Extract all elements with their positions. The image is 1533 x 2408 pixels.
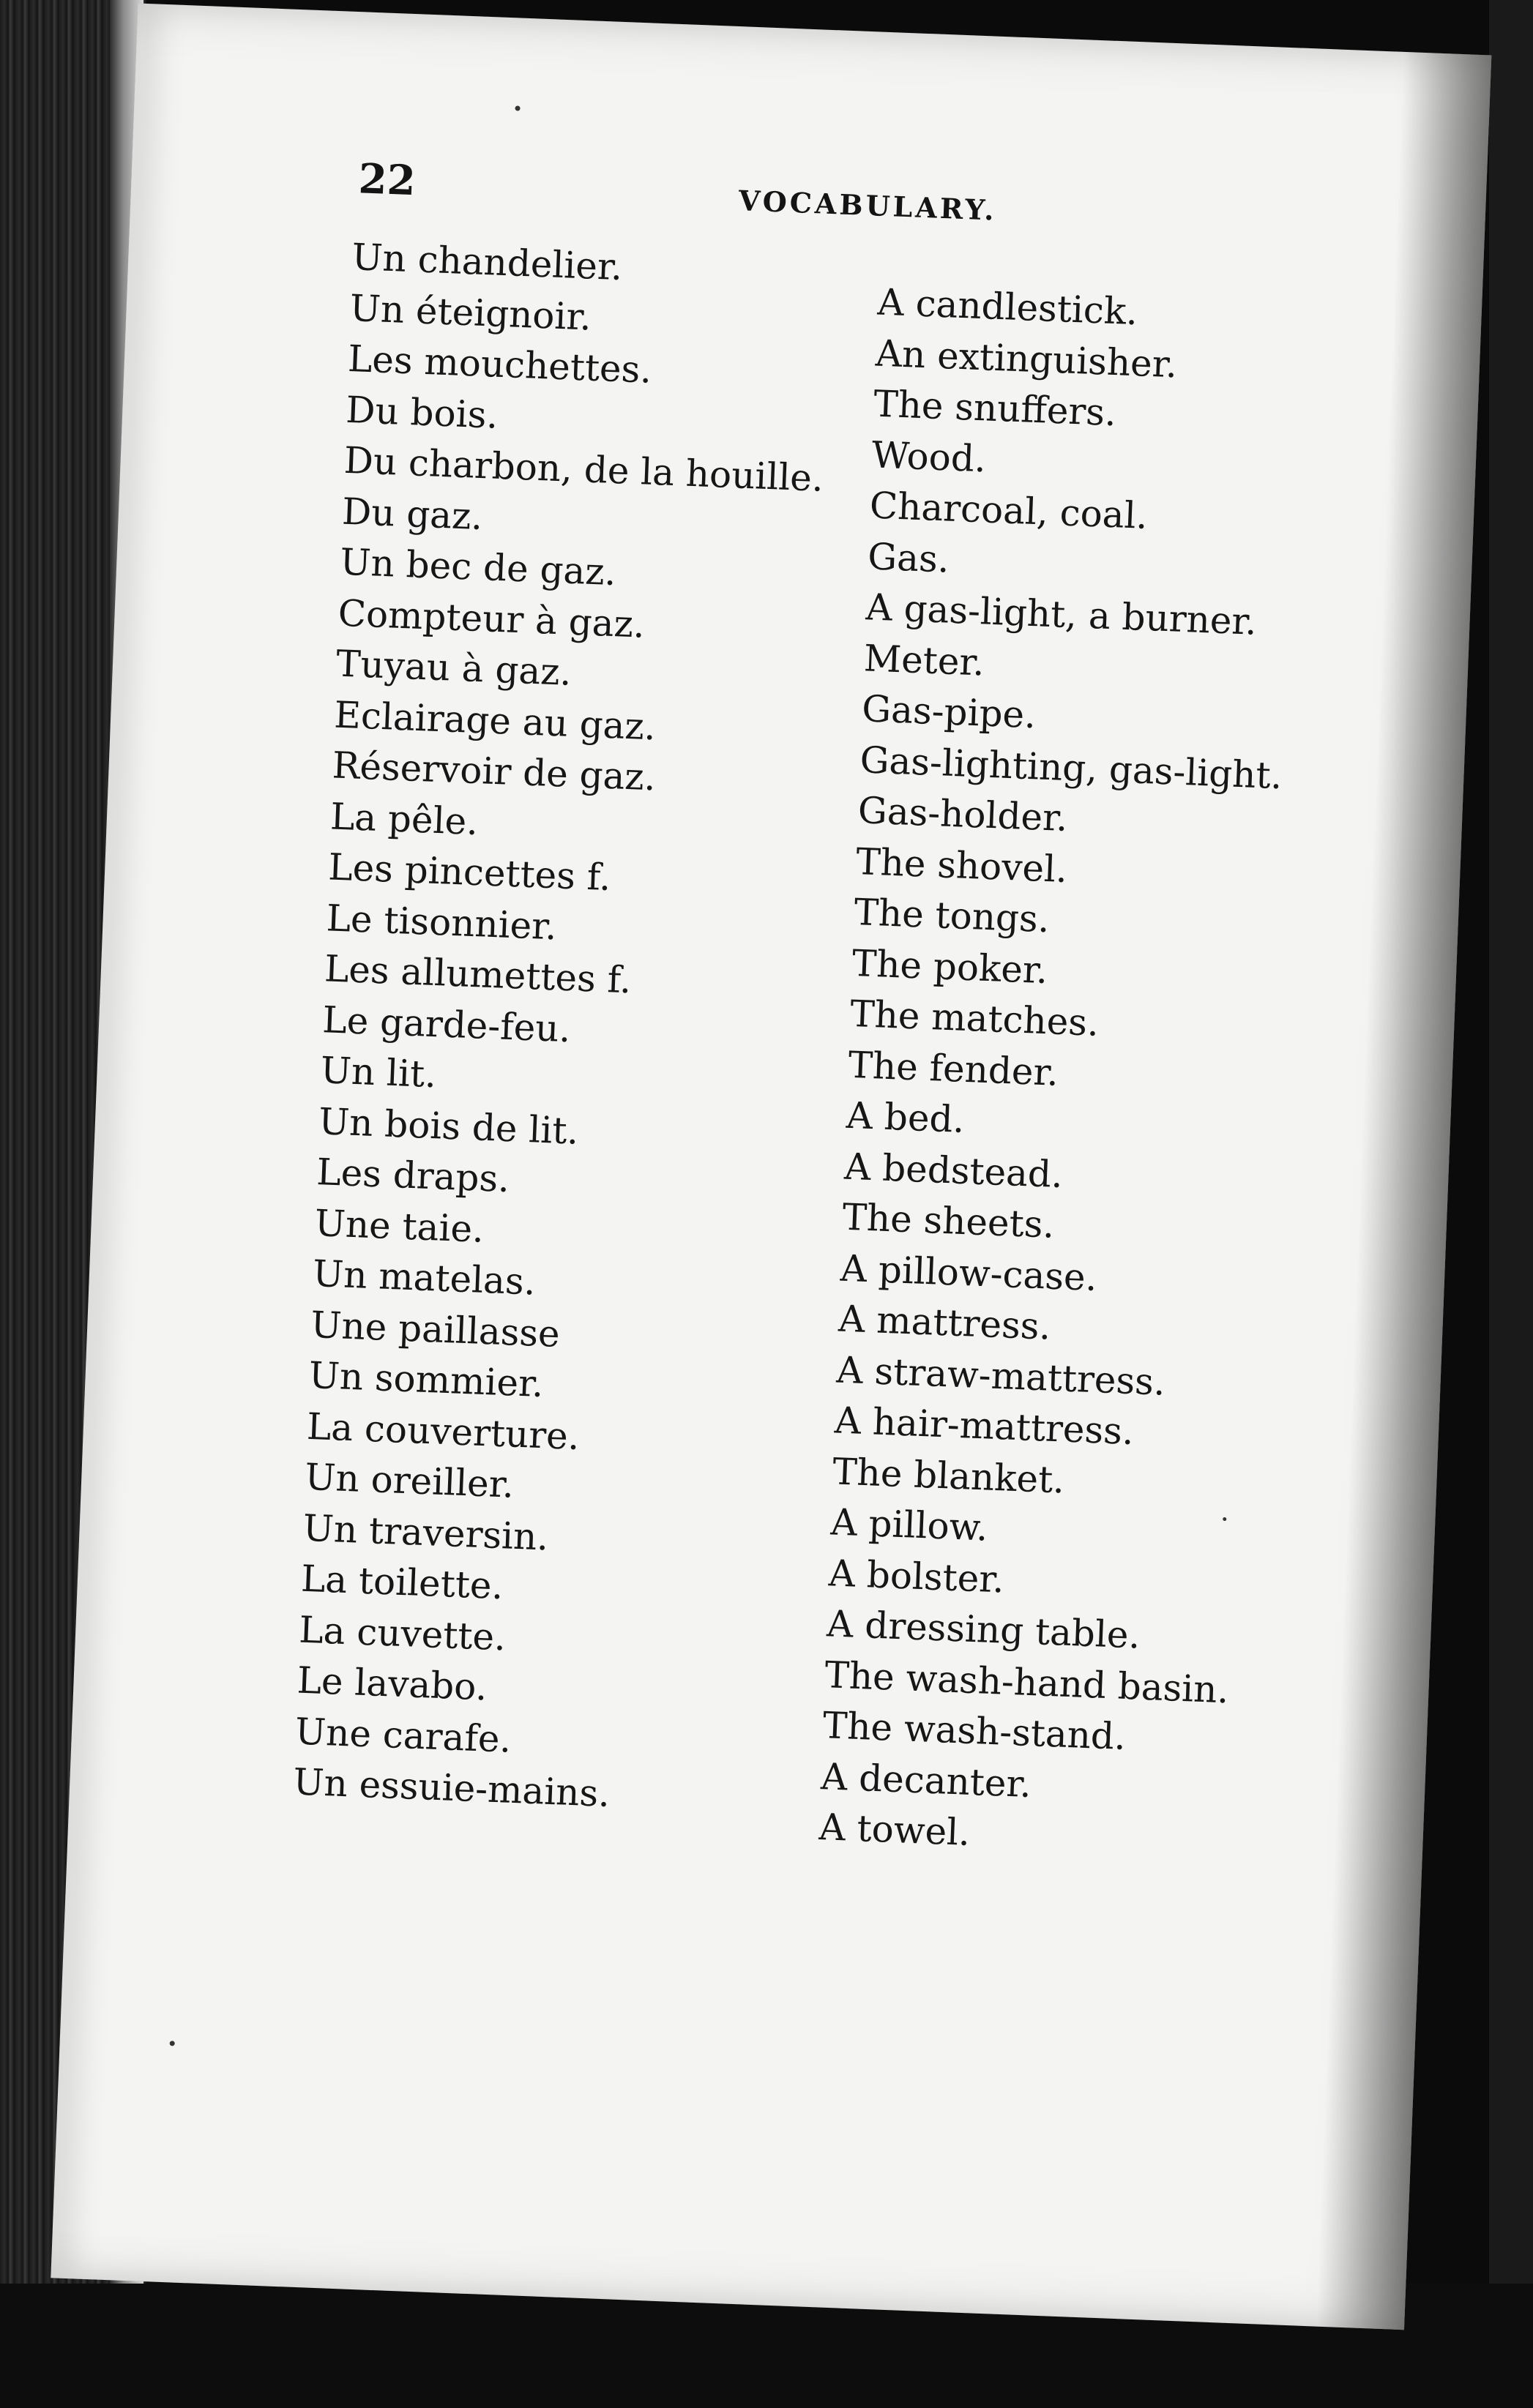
french-term: Les mouchettes.: [347, 337, 653, 392]
french-term: Un bec de gaz.: [339, 540, 617, 594]
english-term: The wash-hand basin.: [824, 1653, 1230, 1711]
english-term: A hair-mattress.: [833, 1399, 1135, 1454]
french-term: Un sommier.: [307, 1353, 545, 1406]
vocabulary-list: [292, 235, 1414, 1852]
speck: [515, 105, 520, 111]
running-title: VOCABULARY.: [738, 184, 998, 227]
english-term: A pillow.: [829, 1500, 989, 1549]
english-term: The poker.: [851, 941, 1049, 992]
english-term: A towel.: [818, 1806, 971, 1854]
french-term: Du gaz.: [341, 490, 484, 538]
french-term: Un matelas.: [312, 1252, 537, 1304]
book-page: [51, 3, 1491, 2330]
french-term: Un éteignoir.: [348, 286, 592, 339]
english-term: The sheets.: [841, 1195, 1056, 1246]
french-term: La pêle.: [329, 794, 480, 843]
french-term: Les pincettes f.: [327, 845, 612, 900]
english-term: Gas-pipe.: [861, 687, 1037, 737]
french-term: Un chandelier.: [351, 235, 624, 289]
page-number: 22: [357, 154, 417, 206]
french-term: Une paillasse: [310, 1303, 561, 1356]
french-term: Compteur à gaz.: [337, 591, 646, 646]
english-term: Gas-holder.: [857, 789, 1069, 840]
french-term: Un essuie-mains.: [292, 1760, 611, 1816]
english-term: A dressing table.: [826, 1602, 1141, 1657]
english-term: A bed.: [845, 1093, 966, 1141]
french-term: Une taie.: [313, 1201, 485, 1251]
english-term: A bolster.: [827, 1551, 1005, 1601]
english-term: The shovel.: [855, 840, 1069, 891]
english-term: The snuffers.: [873, 382, 1117, 435]
english-term: Gas-lighting, gas-light.: [859, 738, 1283, 797]
english-term: A gas-light, a burner.: [865, 586, 1258, 643]
english-term: The tongs.: [853, 890, 1051, 941]
french-term: Réservoir de gaz.: [331, 744, 657, 799]
french-term: Le tisonnier.: [325, 896, 558, 948]
english-term: A mattress.: [838, 1297, 1052, 1348]
english-term: Gas.: [867, 534, 950, 581]
english-term: The wash-stand.: [821, 1704, 1127, 1759]
english-term: The fender.: [847, 1043, 1059, 1094]
french-term: La couverture.: [306, 1405, 581, 1458]
speck: [170, 2041, 175, 2046]
english-term: The matches.: [849, 992, 1100, 1044]
english-term: A bedstead.: [843, 1145, 1064, 1196]
english-term: Charcoal, coal.: [868, 484, 1149, 537]
english-term: Wood.: [870, 433, 987, 480]
english-term: A candlestick.: [876, 280, 1139, 334]
english-term: A pillow-case.: [839, 1246, 1098, 1299]
english-term: A straw-mattress.: [835, 1348, 1166, 1404]
french-term: Un traversin.: [302, 1506, 550, 1559]
french-term: Eclairage au gaz.: [333, 693, 657, 748]
english-term: A decanter.: [820, 1754, 1032, 1806]
french-term: Les allumettes f.: [324, 947, 633, 1002]
french-term: Du bois.: [345, 388, 499, 437]
french-term: Un lit.: [319, 1049, 438, 1096]
french-term: Un bois de lit.: [318, 1099, 580, 1153]
page-header: [357, 154, 1237, 247]
french-term: Du charbon, de la houille.: [343, 438, 824, 500]
french-term: Un oreiller.: [304, 1455, 515, 1506]
french-term: Le lavabo.: [296, 1659, 488, 1709]
french-term: La cuvette.: [298, 1608, 507, 1659]
english-term: The blanket.: [832, 1449, 1066, 1502]
page-edge-right: [1489, 0, 1533, 2408]
french-term: Tuyau à gaz.: [335, 642, 572, 694]
english-term: An extinguisher.: [874, 332, 1179, 386]
french-term: Le garde-feu.: [321, 998, 572, 1050]
french-term: Les draps.: [316, 1151, 511, 1201]
french-term: La toilette.: [300, 1557, 504, 1608]
english-term: Meter.: [862, 636, 985, 684]
french-term: Une carafe.: [294, 1709, 512, 1761]
